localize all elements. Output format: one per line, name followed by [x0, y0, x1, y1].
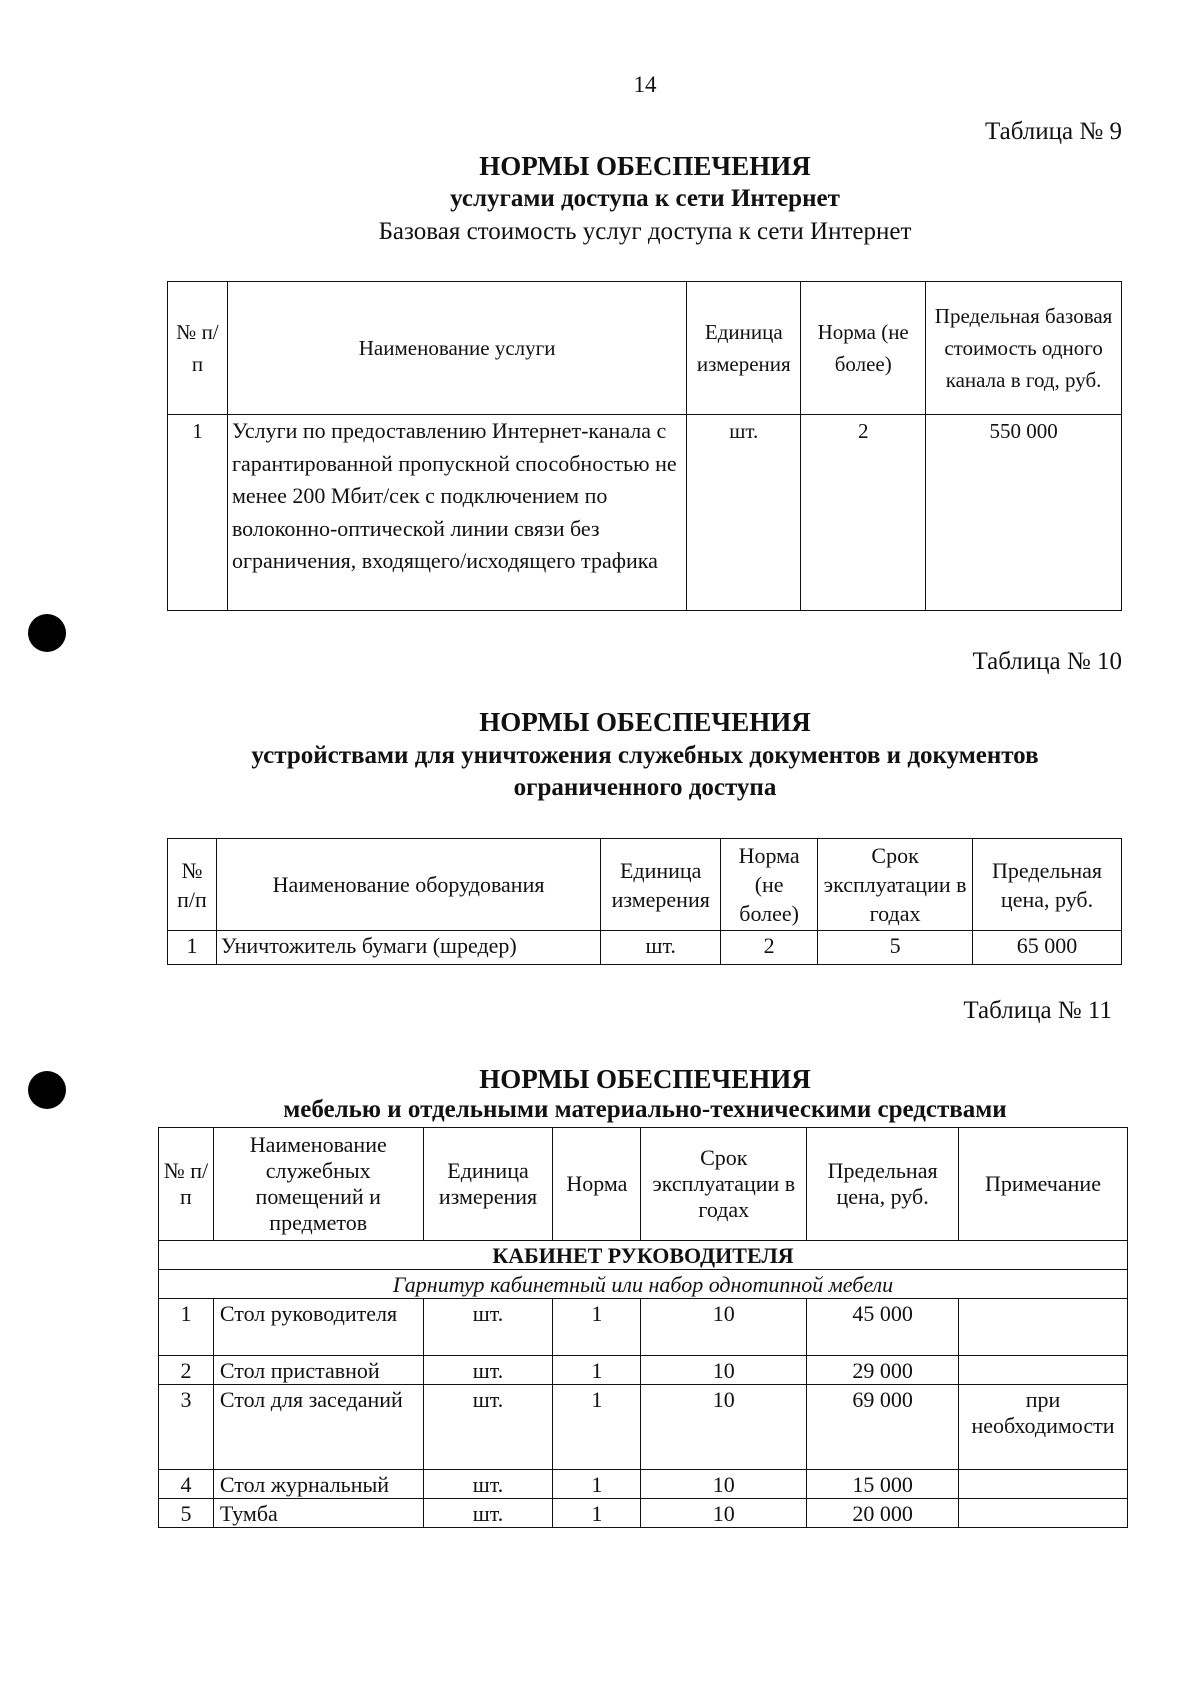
table11-cell-price: 20 000 — [807, 1499, 959, 1528]
table11-cell-num: 4 — [159, 1470, 214, 1499]
table11-cell-price: 15 000 — [807, 1470, 959, 1499]
table11-cell-name: Стол для заседаний — [213, 1385, 423, 1470]
table11-cell-norm: 1 — [553, 1299, 641, 1356]
table10-cell-term: 5 — [818, 931, 973, 965]
table9-cell-norm: 2 — [801, 415, 926, 611]
table10-cell-price: 65 000 — [973, 931, 1122, 965]
table9-cell-price: 550 000 — [926, 415, 1122, 611]
table11-header-unit: Единица измерения — [423, 1128, 553, 1241]
table9 — [167, 281, 1122, 611]
table10-header-unit: Единица измерения — [601, 839, 721, 931]
table11-header-norm: Норма — [553, 1128, 641, 1241]
table11-section-row — [159, 1241, 1128, 1270]
table9-subtitle: услугами доступа к сети Интернет — [450, 185, 840, 212]
table10-cell-unit: шт. — [601, 931, 721, 965]
table11-cell-unit: шт. — [423, 1470, 553, 1499]
punch-hole-lower — [28, 1071, 66, 1109]
table10-cell-norm: 2 — [721, 931, 818, 965]
table11-subtitle: мебелью и отдельными материально-техническими средствами — [283, 1096, 1007, 1123]
table11-title: НОРМЫ ОБЕСПЕЧЕНИЯ — [479, 1064, 811, 1094]
table9-cell-unit: шт. — [687, 415, 801, 611]
table-row — [159, 1470, 1128, 1499]
table11-cell-num: 2 — [159, 1356, 214, 1385]
table11-cell-name: Стол руководителя — [213, 1299, 423, 1356]
table11-header-num: № п/п — [159, 1128, 214, 1241]
punch-hole-upper — [28, 614, 66, 652]
table11-cell-price: 29 000 — [807, 1356, 959, 1385]
table11-cell-price: 69 000 — [807, 1385, 959, 1470]
table11-cell-unit: шт. — [423, 1356, 553, 1385]
table11-cell-name: Стол журнальный — [213, 1470, 423, 1499]
table10-header-norm: Норма (не более) — [721, 839, 818, 931]
table11-cell-norm: 1 — [553, 1385, 641, 1470]
table11-subsection-title: Гарнитур кабинетный или набор однотипной мебели — [159, 1270, 1128, 1299]
table11-header-term: Срок эксплуатации в годах — [641, 1128, 807, 1241]
table9-header-norm: Норма (не более) — [801, 282, 926, 415]
table10-header-name: Наименование оборудования — [216, 839, 600, 931]
table11-cell-name: Стол приставной — [213, 1356, 423, 1385]
table11-cell-term: 10 — [641, 1299, 807, 1356]
table11-cell-note — [959, 1299, 1128, 1356]
table10-cell-num: 1 — [168, 931, 217, 965]
table-row — [159, 1299, 1128, 1356]
table-row — [168, 931, 1122, 965]
table10-header-num: № п/п — [168, 839, 217, 931]
table11-header-name: Наименование служебных помещений и предметов — [213, 1128, 423, 1241]
table11-cell-num: 5 — [159, 1499, 214, 1528]
table11-cell-term: 10 — [641, 1499, 807, 1528]
table11-section-title: КАБИНЕТ РУКОВОДИТЕЛЯ — [159, 1241, 1128, 1270]
table11-cell-term: 10 — [641, 1470, 807, 1499]
table10-label: Таблица № 10 — [972, 648, 1122, 675]
table10-header-price: Предельная цена, руб. — [973, 839, 1122, 931]
table11-subsection-row — [159, 1270, 1128, 1299]
table-row — [159, 1385, 1128, 1470]
table9-header-price: Предельная базовая стоимость одного канала в год, руб. — [926, 282, 1122, 415]
table11-cell-norm: 1 — [553, 1470, 641, 1499]
table-row — [159, 1499, 1128, 1528]
table11-cell-term: 10 — [641, 1385, 807, 1470]
table11-cell-num: 1 — [159, 1299, 214, 1356]
table9-header-num: № п/п — [168, 282, 228, 415]
table11-cell-note — [959, 1470, 1128, 1499]
table11 — [158, 1127, 1128, 1528]
table9-label: Таблица № 9 — [984, 118, 1122, 145]
table10-header-term: Срок эксплуатации в годах — [818, 839, 973, 931]
table11-cell-unit: шт. — [423, 1499, 553, 1528]
table11-cell-note: при необходимости — [959, 1385, 1128, 1470]
table10-title: НОРМЫ ОБЕСПЕЧЕНИЯ — [479, 707, 811, 737]
table9-caption: Базовая стоимость услуг доступа к сети Интернет — [378, 218, 912, 245]
table10-subtitle: устройствами для уничтожения служебных документов и документов ограниченного доступа — [251, 742, 1039, 801]
table11-cell-unit: шт. — [423, 1299, 553, 1356]
table11-cell-norm: 1 — [553, 1356, 641, 1385]
table9-header-name: Наименование услуги — [227, 282, 686, 415]
table9-cell-num: 1 — [168, 415, 228, 611]
table-row — [168, 415, 1122, 611]
table9-header-unit: Единица измерения — [687, 282, 801, 415]
table11-cell-num: 3 — [159, 1385, 214, 1470]
table11-label: Таблица № 11 — [963, 997, 1112, 1024]
table11-cell-norm: 1 — [553, 1499, 641, 1528]
table10-cell-name: Уничтожитель бумаги (шредер) — [216, 931, 600, 965]
table-row — [159, 1356, 1128, 1385]
table11-cell-note — [959, 1499, 1128, 1528]
table11-cell-price: 45 000 — [807, 1299, 959, 1356]
table11-header-price: Предельная цена, руб. — [807, 1128, 959, 1241]
table9-cell-name: Услуги по предоставлению Интернет-канала с гарантированной пропускной способностью не менее 200 Мбит/сек с подключением по волоконно-оптической линии связи без ограничения, входящего/исходящего трафика — [227, 415, 686, 611]
table11-cell-name: Тумба — [213, 1499, 423, 1528]
table10 — [167, 838, 1122, 965]
table11-cell-term: 10 — [641, 1356, 807, 1385]
table11-cell-unit: шт. — [423, 1385, 553, 1470]
table11-cell-note — [959, 1356, 1128, 1385]
table11-header-note: Примечание — [959, 1128, 1128, 1241]
table9-title: НОРМЫ ОБЕСПЕЧЕНИЯ — [479, 151, 811, 181]
page-number: 14 — [633, 72, 657, 97]
